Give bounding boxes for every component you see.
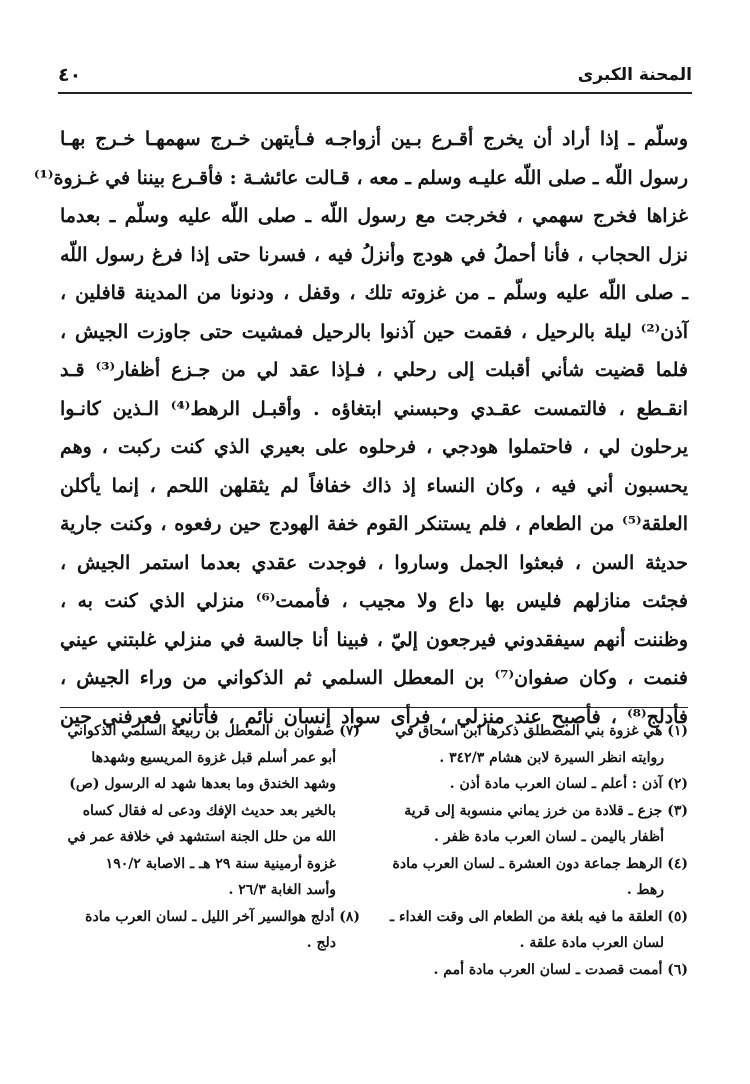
page-number: ٤٠ [58, 64, 82, 86]
footnotes-right-column [388, 718, 688, 983]
body-line: فلما قضيت شأني أقبلت إلى رحلي ، فـإذا عقد لي من جـزع أظفار⁽³⁾ قـد [60, 359, 688, 381]
body-line: يحسبون أني فيه ، وكان النساء إذ ذاك خفافاً لم يثقلهن اللحم ، إنما يأكلن [60, 474, 688, 497]
body-line: نزل الحجاب ، فأنا أحملُ في هودج وأنزلُ فيه ، فسرنا حتى إذا فرغ رسول اللّه [60, 243, 688, 266]
footnote-line: (٧) صفوان بن المعطل بن ربيعة السلمي الذكواني [67, 723, 360, 739]
body-line: حديثة السن ، فبعثوا الجمل وساروا ، فوجدت عقدي بعدما استمر الجيش ، [60, 551, 688, 574]
footnote-line: رهط . [626, 882, 664, 898]
footnote-line: لسان العرب مادة علقة . [519, 935, 664, 951]
body-line: وظننت أنهم سيفقدوني فيرجعون إليّ ، فبينا أنا جالسة في منزلي غلبتني عيني [60, 628, 688, 651]
body-text [33, 120, 689, 736]
running-title: المحنة الكبرى [577, 65, 692, 85]
body-line: العلقة⁽⁵⁾ من الطعام ، فلم يستنكر القوم خفة الهودج حين رفعوه ، وكنت جارية [60, 513, 688, 535]
footnotes [60, 718, 688, 983]
footnote-line: (٤) الرهط جماعة دون العشرة ـ لسان العرب مادة [392, 855, 688, 872]
footnote-line: (٥) العلقة ما فيه بلغة من الطعام الى وقت الغداء ـ [390, 908, 688, 925]
footnote-line: غزوة أرمينية سنة ٢٩ هـ ـ الاصابة ١٩٠/٢ [105, 855, 336, 872]
body-line: فأدلج⁽⁸⁾ ، فأصبح عند منزلي ، فرأى سواد إنسان نائم ، فأتاني فعرفني حين [60, 705, 688, 728]
body-line: آذن⁽²⁾ ليلة بالرحيل ، فقمت حين آذنوا بالرحيل فمشيت حتى جاوزت الجيش ، [60, 320, 688, 343]
footnote-line: روايته انظر السيرة لابن هشام ٣٤٢/٣ . [439, 749, 664, 766]
footnote-line: وشهد الخندق وما بعدها شهد له الرسول (ص) [69, 776, 336, 792]
body-line: رسول اللّه ـ صلى اللّه عليـه وسلم ـ معه ، قـالت عائشـة : فأقـرع بيننا في غـزوة⁽¹⁾ [33, 166, 688, 189]
body-line: فجئت منازلهم فليس بها داع ولا مجيب ، فأممت⁽⁶⁾ منزلي الذي كنت به ، [60, 590, 688, 612]
page-header [58, 62, 692, 88]
footnote-line: دلج . [306, 935, 336, 951]
body-line: ـ صلى اللّه عليه وسلّم ـ من غزوته تلك ، وقفل ، ودنونا من المدينة قافلين ، [60, 282, 688, 304]
footnote-line: (١) هي غزوة بني المصطلق ذكرها ابن اسحاق في [395, 723, 688, 739]
footnotes-left-column [60, 718, 360, 983]
footnote-line: وأسد الغابة ٢٦/٣ . [228, 882, 336, 898]
body-line: غزاها فخرج سهمي ، فخرجت مع رسول اللّه ـ صلى اللّه عليه وسلّم ـ بعدما [60, 205, 688, 227]
footnote-line: (٦) أممت قصدت ـ لسان العرب مادة أمم . [433, 961, 688, 978]
footnote-line: بالخير بعد حديث الإفك ودعى له فقال كساه [82, 802, 336, 819]
footnote-line: الله من حلل الجنة استشهد في خلافة عمر في [67, 829, 336, 845]
footnote-line: أظفار باليمن ـ لسان العرب مادة ظفر . [433, 829, 664, 845]
header-rule [58, 92, 692, 94]
footnote-line: أبو عمر أسلم قبل غزوة المريسيع وشهدها [91, 749, 336, 766]
footnote-line: (٢) آذن : أعلم ـ لسان العرب مادة أذن . [449, 776, 688, 792]
body-line: وسلّم ـ إذا أراد أن يخرج أقـرع بـين أزواجـه فـأيتهن خـرج سهمهـا خـرج بهـا [60, 128, 689, 150]
body-line: فنمت ، وكان صفوان⁽⁷⁾ بن المعطل السلمي ثم الذكواني من وراء الجيش ، [60, 667, 688, 689]
footnote-line: (٨) أدلج هوالسير آخر الليل ـ لسان العرب مادة [85, 908, 360, 925]
body-line: يرحلون لي ، فاحتملوا هودجي ، فرحلوه على بعيري الذي كنت ركبت ، وهم [60, 436, 688, 458]
body-line: انقـطع ، فالتمست عقـدي وحبسني ابتغاؤه . وأقبـل الرهط⁽⁴⁾ الـذين كانـوا [60, 397, 688, 420]
footnote-line: (٣) جزع ـ قلادة من خرز يماني منسوبة إلى قرية [404, 802, 688, 819]
footnote-rule [60, 707, 688, 708]
